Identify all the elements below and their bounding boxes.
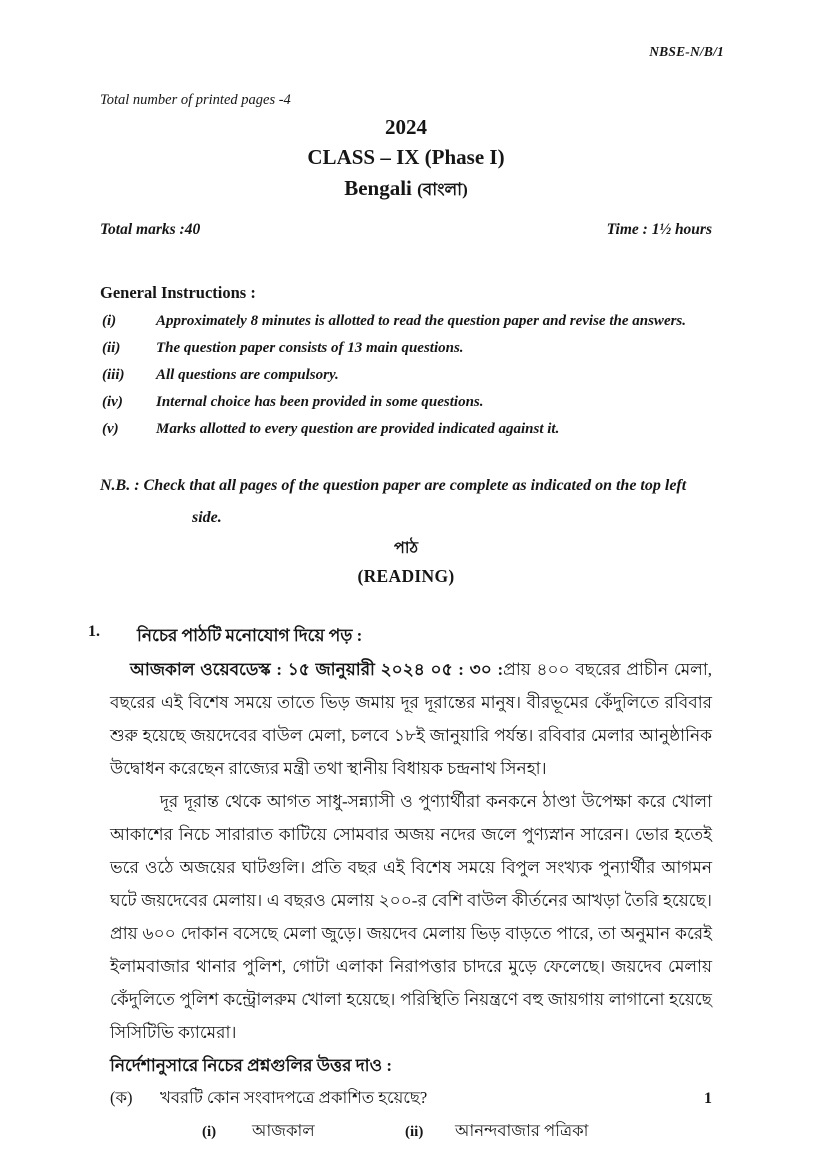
subject-title-bengali: (বাংলা) — [417, 180, 468, 199]
section-title-english: (READING) — [357, 566, 455, 586]
marks-time-row — [100, 221, 712, 239]
class-title: CLASS – IX (Phase I) — [307, 145, 505, 169]
passage-dateline: আজকাল ওয়েবডেস্ক : ১৫ জানুয়ারী ২০২৪ ০৫ : ৩০ : — [130, 660, 504, 679]
instruction-item — [102, 340, 712, 357]
instruction-number: (v) — [102, 421, 119, 437]
instruction-number: (ii) — [102, 340, 121, 356]
doc-code: NBSE-N/B/1 — [649, 44, 724, 59]
question-1-body — [110, 653, 712, 1147]
time-allowed: Time : 1½ hours — [606, 221, 712, 238]
sub-question-ka — [110, 1082, 712, 1114]
exam-year: 2024 — [385, 115, 427, 139]
instruction-text: Marks allotted to every question are provided indicated against it. — [156, 421, 560, 437]
instruction-number: (iii) — [102, 367, 125, 383]
instruction-item — [102, 394, 712, 411]
subject-title-english: Bengali — [344, 176, 418, 200]
instruction-item — [102, 421, 712, 438]
option-ii — [405, 1116, 588, 1147]
total-marks: Total marks :40 — [100, 221, 201, 238]
nb-note: N.B. : Check that all pages of the question paper are complete as indicated on the top left side. — [100, 477, 687, 526]
options-row — [110, 1116, 712, 1147]
instruction-text: Approximately 8 minutes is allotted to read the question paper and revise the answers. — [156, 313, 687, 329]
instruction-text: The question paper consists of 13 main questions. — [156, 340, 464, 356]
pages-note: Total number of printed pages -4 — [100, 92, 291, 108]
option-i — [202, 1116, 405, 1147]
option-text: আজকাল — [252, 1121, 315, 1140]
general-instructions-list — [100, 313, 712, 438]
instruction-item — [102, 313, 712, 330]
sub-question-text: খবরটি কোন সংবাদপত্রে প্রকাশিত হয়েছে? — [160, 1088, 428, 1107]
question-1-heading — [88, 623, 712, 651]
question-prompt: নিচের পাঠটি মনোযোগ দিয়ে পড় : — [137, 626, 363, 645]
subject-title — [100, 176, 712, 205]
sub-question-label: (ক) — [110, 1088, 133, 1107]
passage-paragraph-1-text: প্রায় ৪০০ বছরের প্রাচীন মেলা, বছরের এই বিশেষ সময়ে তাতে ভিড় জমায় দূর দূরান্তের মানুষ। বীরভূমের কেঁদুলিতে রবিবার শুরু হয়েছে জয়দেবের বাউল মেলা, চলবে ১৮ই জানুয়ারি পর্যন্ত। রবিবার মেলার আনুষ্ঠানিক উদ্বোধন করেছেন রাজ্যের মন্ত্রী তথা স্থানীয় বিধায়ক চন্দ্রনাথ সিনহা। — [110, 660, 713, 778]
general-instructions-heading: General Instructions : — [100, 283, 256, 302]
passage-paragraph-2: দূর দূরান্ত থেকে আগত সাধু-সন্ন্যাসী ও পুণ্যার্থীরা কনকনে ঠাণ্ডা উপেক্ষা করে খোলা আকাশের নিচে সারারাত কাটিয়ে সোমবার অজয় নদের জলে পুণ্যস্নান সারেন। ভোর হতেই ভরে ওঠে অজয়ের ঘাটগুলি। প্রতি বছর এই বিশেষ সময়ে বিপুল সংখ্যক পুন্যার্থীর আগমন ঘটে জয়দেবের মেলায়। এ বছরও মেলায় ২০০-র বেশি বাউল কীর্তনের আখড়া তৈরি হয়েছে। প্রায় ৬০০ দোকান বসেছে মেলা জুড়ে। জয়দেব মেলায় ভিড় বাড়তে পারে, তা অনুমান করেই ইলামবাজার থানার পুলিশ, গোটা এলাকা নিরাপত্তার চাদরে মুড়ে ফেলেছে। জয়দেব মেলায় কেঁদুলিতে পুলিশ কন্ট্রোলরুম খোলা হয়েছে। পরিস্থিতি নিয়ন্ত্রণে বহু জায়গায় লাগানো হয়েছে সিসিটিভি ক্যামেরা। — [110, 792, 712, 1042]
instruction-number: (i) — [102, 313, 117, 329]
passage-paragraph-1 — [110, 653, 712, 785]
section-title-bengali: পাঠ — [393, 540, 419, 557]
reading-passage — [110, 653, 712, 1049]
instruction-number: (iv) — [102, 394, 123, 410]
instruction-text: Internal choice has been provided in some questions. — [156, 394, 484, 410]
instruction-item — [102, 367, 712, 384]
question-number: 1. — [88, 623, 100, 640]
option-number: (i) — [202, 1124, 217, 1140]
option-number: (ii) — [405, 1124, 424, 1140]
instruction-text: All questions are compulsory. — [156, 367, 339, 383]
answer-directive: নির্দেশানুসারে নিচের প্রশ্নগুলির উত্তর দাও : — [110, 1056, 392, 1075]
marks-value: 1 — [704, 1090, 712, 1107]
option-text: আনন্দবাজার পত্রিকা — [455, 1121, 589, 1140]
